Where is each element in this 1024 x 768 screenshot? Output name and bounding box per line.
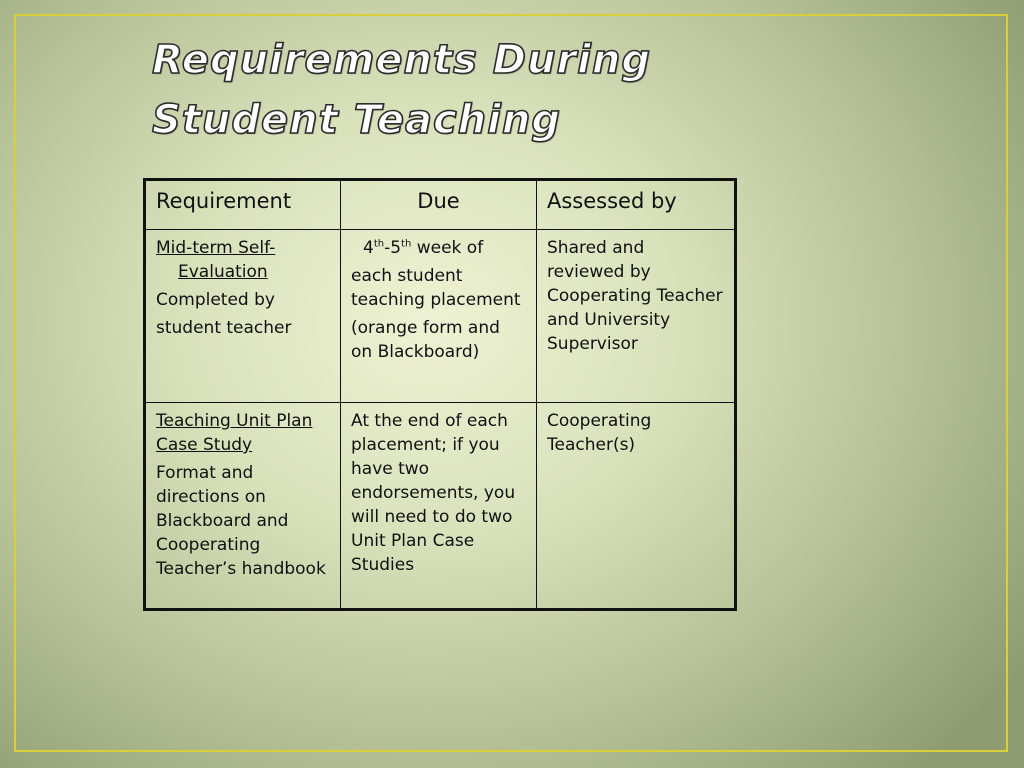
table-row <box>145 230 736 403</box>
cell-due: At the end of each placement; if you have two endorsements, you will need to do two Unit Plan Case Studies <box>341 403 537 610</box>
table-row <box>145 403 736 610</box>
header-requirement: Requirement <box>145 180 341 230</box>
cell-assessed-by: Cooperating Teacher(s) <box>537 403 736 610</box>
due-week-start-sup: th <box>373 238 385 250</box>
title-line-2: Student Teaching <box>152 97 561 143</box>
due-week-start: 4 <box>363 238 374 258</box>
due-week-line <box>351 236 526 260</box>
cell-due <box>341 230 537 403</box>
due-week-end: -5 <box>384 238 402 258</box>
title-line-1: Requirements During <box>152 37 651 83</box>
header-assessed-by: Assessed by <box>537 180 736 230</box>
cell-requirement <box>145 403 341 610</box>
requirement-text: Format and directions on Blackboard and Cooperating Teacher’s handbook <box>156 463 326 579</box>
due-week-end-sup: th <box>401 238 412 250</box>
requirement-link-line-2[interactable]: Evaluation <box>178 262 268 282</box>
cell-assessed-by: Shared and reviewed by Cooperating Teacher and University Supervisor <box>537 230 736 403</box>
requirement-text-line-2: student teacher <box>156 318 292 338</box>
due-form-note: (orange form and on Blackboard) <box>351 318 500 362</box>
table-header-row <box>145 180 736 230</box>
requirement-text-line-1: Completed by <box>156 290 275 310</box>
header-due: Due <box>341 180 537 230</box>
cell-requirement <box>145 230 341 403</box>
requirements-table <box>143 178 737 611</box>
requirement-link[interactable]: Teaching Unit Plan Case Study <box>156 411 313 455</box>
due-placement-text: each student teaching placement <box>351 266 521 310</box>
due-week-suffix: week of <box>411 238 484 258</box>
requirement-link-line-1[interactable]: Mid-term Self- <box>156 238 276 258</box>
slide-title <box>152 30 651 150</box>
